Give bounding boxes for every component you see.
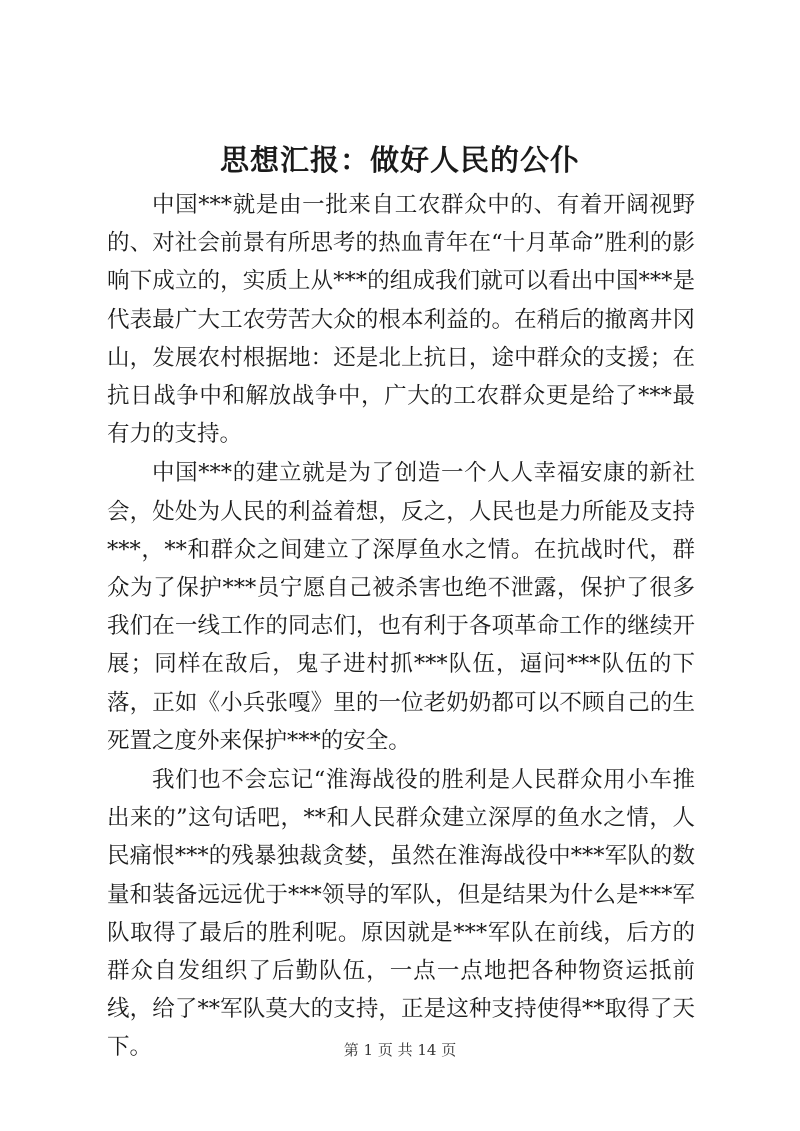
document-body (107, 186, 695, 1068)
paragraph-2: 中国***的建立就是为了创造一个人人幸福安康的新社会，处处为人民的利益着想，反之，人民也是力所能及支持***，**和群众之间建立了深厚鱼水之情。在抗战时代，群众为了保护***员宁愿自己被杀害也绝不泄露，保护了很多我们在一线工作的同志们，也有利于各项革命工作的继续开展；同样在敌后，鬼子进村抓***队伍，逼问***队伍的下落，正如《小兵张嘎》里的一位老奶奶都可以不顾自己的生死置之度外来保护***的安全。 (107, 460, 695, 754)
paragraph-1: 中国***就是由一批来自工农群众中的、有着开阔视野的、对社会前景有所思考的热血青年在“十月革命”胜利的影响下成立的，实质上从***的组成我们就可以看出中国***是代表最广大工农劳苦大众的根本利益的。在稍后的撤离井冈山，发展农村根据地：还是北上抗日，途中群众的支援；在抗日战争中和解放战争中，广大的工农群众更是给了***最有力的支持。 (107, 192, 695, 448)
paragraph-3: 我们也不会忘记“淮海战役的胜利是人民群众用小车推出来的”这句话吧，**和人民群众建立深厚的鱼水之情，人民痛恨***的残暴独裁贪婪，虽然在淮海战役中***军队的数量和装备远远优于***领导的军队，但是结果为什么是***军队取得了最后的胜利呢。原因就是***军队在前线，后方的群众自发组织了后勤队伍，一点一点地把各种物资运抵前线，给了**军队莫大的支持，正是这种支持使得**取得了天下。 (107, 767, 695, 1061)
document-title: 思想汇报：做好人民的公仆 (219, 143, 580, 177)
page-number-footer: 第 1 页 共 14 页 (343, 1041, 457, 1059)
